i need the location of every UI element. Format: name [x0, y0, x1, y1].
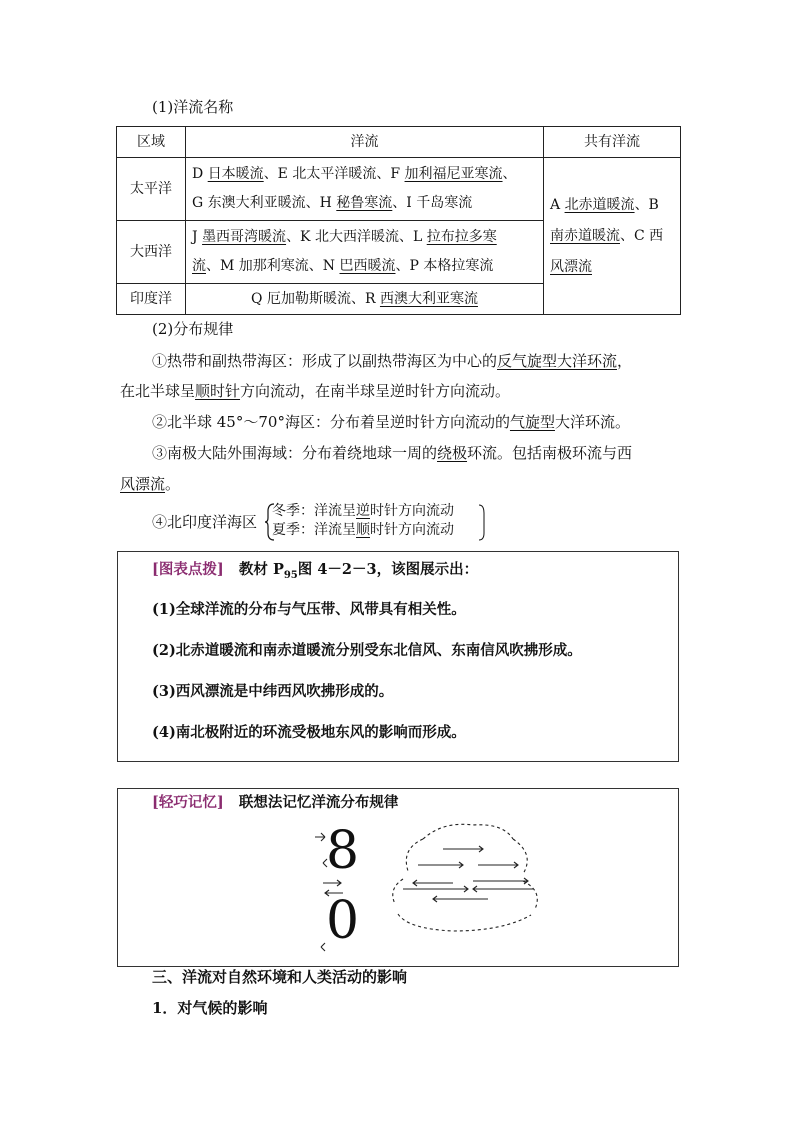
arrow-mark — [473, 878, 528, 884]
upper-gyre-left — [406, 839, 423, 871]
tip-item-2: (2)北赤道暖流和南赤道暖流分别受东北信风、东南信风吹拂形成。 — [152, 642, 582, 659]
current-pattern-diagram — [313, 819, 633, 959]
arrow-mark — [433, 896, 488, 902]
arrow-mark — [315, 833, 325, 841]
region-atlantic: 大西洋 — [117, 221, 186, 284]
ocean-current-table — [116, 126, 681, 315]
section-3-item-1: 1．对气候的影响 — [152, 999, 268, 1017]
upper-gyre-right — [513, 839, 527, 874]
arrow-mark — [403, 886, 468, 892]
region-pacific: 太平洋 — [117, 158, 186, 221]
arrow-mark — [321, 943, 325, 951]
rule-4-summer: 夏季：洋流呈顺时针方向流动 — [272, 522, 454, 538]
upper-gyre-top — [423, 824, 513, 839]
table-header-shared: 共有洋流 — [544, 127, 681, 158]
arrow-mark — [443, 846, 483, 852]
table-header-region: 区域 — [117, 127, 186, 158]
rule-4-winter: 冬季：洋流呈逆时针方向流动 — [272, 503, 454, 519]
arrow-mark — [478, 862, 518, 868]
currents-indian: Q 厄加勒斯暖流、R 西澳大利亚寒流 — [186, 284, 544, 315]
arrow-mark — [323, 880, 341, 886]
arrow-mark — [418, 862, 463, 868]
shared-currents: A 北赤道暖流、B 南赤道暖流、C 西 风漂流 — [544, 158, 681, 315]
lower-gyre-left-top — [393, 879, 403, 904]
rule-1-line1: ①热带和副热带海区：形成了以副热带海区为中心的反气旋型大洋环流， — [152, 352, 633, 370]
rule-1-line2: 在北半球呈顺时针方向流动，在南半球呈逆时针方向流动。 — [120, 382, 511, 400]
arrow-mark — [413, 880, 453, 886]
lower-gyre-bottom — [398, 914, 531, 931]
tip-box-header: [图表点拨] 教材 $P_{95}$图 4－2－3，该图展示出： — [152, 561, 479, 581]
section-3-title: 三、洋流对自然环境和人类活动的影响 — [152, 968, 408, 986]
rule-3-line1: ③南极大陆外围海域：分布着绕地球一周的绕极环流。包括南极环流与西 — [152, 444, 633, 462]
arrow-mark — [473, 886, 533, 892]
arrow-mark — [325, 890, 343, 896]
currents-pacific: D 日本暖流、E 北太平洋暖流、F 加利福尼亚寒流、 G 东澳大利亚暖流、H 秘鲁寒流、I 千岛寒流 — [186, 158, 544, 221]
region-indian: 印度洋 — [117, 284, 186, 315]
memory-box — [117, 788, 679, 967]
rule-3-line2: 风漂流。 — [120, 475, 181, 493]
rule-2: ②北半球 45°～70°海区：分布着呈逆时针方向流动的气旋型大洋环流。 — [152, 413, 630, 431]
tip-box-chart — [117, 551, 679, 762]
currents-atlantic: J 墨西哥湾暖流、K 北大西洋暖流、L 拉布拉多寒 流、M 加那利寒流、N 巴西暖流、P 本格拉寒流 — [186, 221, 544, 284]
tip-item-4: (4)南北极附近的环流受极地东风的影响而形成。 — [152, 724, 466, 741]
digit-eight: 8 — [326, 821, 360, 881]
lower-gyre-right-top — [523, 881, 537, 909]
section-title-names: (1)洋流名称 — [152, 98, 234, 116]
arrow-mark — [323, 859, 327, 867]
tip-item-3: (3)西风漂流是中纬西风吹拂形成的。 — [152, 683, 394, 700]
digit-zero: 0 — [326, 891, 360, 951]
table-header-currents: 洋流 — [186, 127, 544, 158]
memory-box-header: [轻巧记忆] 联想法记忆洋流分布规律 — [152, 794, 399, 811]
tip-item-1: (1)全球洋流的分布与气压带、风带具有相关性。 — [152, 601, 466, 618]
section-title-rules: (2)分布规律 — [152, 320, 234, 338]
closing-bracket-icon — [478, 503, 486, 541]
rule-4-label: ④北印度洋海区 — [152, 513, 258, 531]
